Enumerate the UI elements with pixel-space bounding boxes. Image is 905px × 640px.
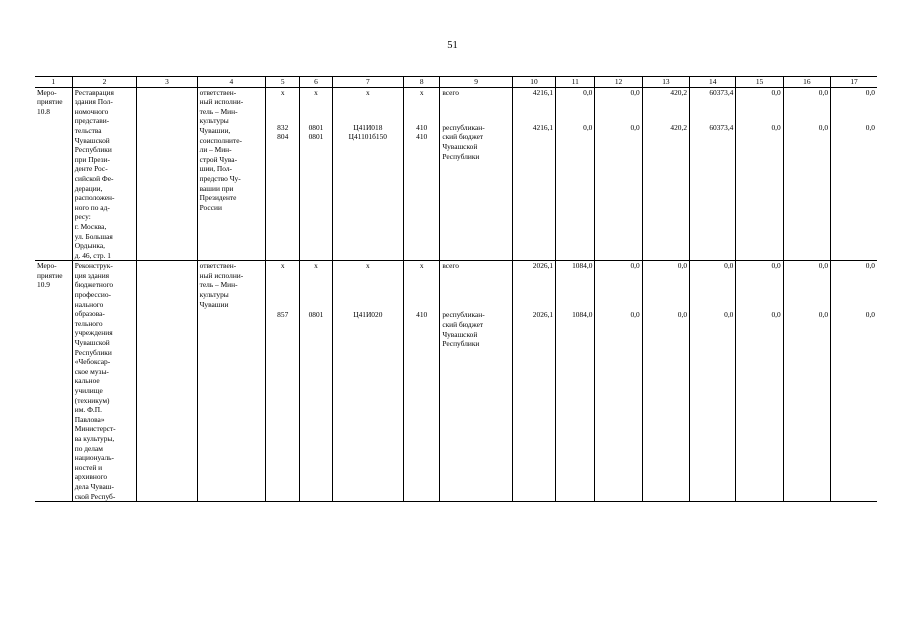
cell-line: Республики xyxy=(442,339,480,349)
cell-line: ли – Мин- xyxy=(199,145,232,155)
cell-line: национуаль- xyxy=(74,453,115,463)
cell-line: нального xyxy=(74,299,104,309)
page-number: 51 xyxy=(447,40,458,51)
column-number: 7 xyxy=(332,77,404,88)
amount-2024: 0,0 xyxy=(690,261,736,311)
amount-2026-2030: 0,0 xyxy=(783,87,830,123)
cell-line: Ц41И018 xyxy=(353,122,383,132)
expense-type-cell xyxy=(404,123,440,261)
grbs-cell: х xyxy=(266,87,300,123)
column-number: 10 xyxy=(512,77,555,88)
amount-2031-2035: 0,0 xyxy=(831,261,877,311)
amount-2023: 0,0 xyxy=(642,310,689,501)
cell-line: Республики xyxy=(74,347,112,357)
cell-line: Республики xyxy=(74,145,112,155)
amount-2031-2035: 0,0 xyxy=(831,123,877,261)
cell-line: 832 xyxy=(277,122,289,132)
column-number-row xyxy=(35,77,877,88)
amount-2024: 0,0 xyxy=(690,310,736,501)
amount-2020: 2026,1 xyxy=(512,261,555,311)
amount-2023: 420,2 xyxy=(642,87,689,123)
funding-source-cell xyxy=(440,123,513,261)
cell-line: архивного xyxy=(74,472,108,482)
amount-2022: 0,0 xyxy=(595,261,642,311)
target-article-cell xyxy=(332,123,404,261)
cell-line: Ц41И020 xyxy=(353,310,383,320)
cell-line: Чувашии, xyxy=(199,125,231,135)
cell-line: 0801 xyxy=(308,310,324,320)
cell-line: 410 xyxy=(416,132,428,142)
column-number: 11 xyxy=(556,77,595,88)
cell-line: дела Чуваш- xyxy=(74,481,114,491)
cell-line: тель – Мин- xyxy=(199,106,238,116)
cell-line: Чувашской xyxy=(74,135,110,145)
target-article-cell xyxy=(332,310,404,501)
section-cell: х xyxy=(300,87,332,123)
measure-name-cell xyxy=(72,261,136,502)
total-row xyxy=(35,261,877,311)
expense-type-cell xyxy=(404,310,440,501)
amount-2022: 0,0 xyxy=(595,87,642,123)
amount-2025: 0,0 xyxy=(736,310,783,501)
column-number: 14 xyxy=(690,77,736,88)
cell-line: ва культуры, xyxy=(74,433,115,443)
cell-line: 804 xyxy=(277,132,289,142)
cell-line: вашии при xyxy=(199,183,234,193)
measure-10-8-group xyxy=(35,87,877,261)
cell-line: номочного xyxy=(74,106,109,116)
cell-line: представи- xyxy=(74,116,110,126)
cell-line: Чувашской xyxy=(442,329,478,339)
section-cell xyxy=(300,310,332,501)
cell-line: Чувашии xyxy=(199,299,229,309)
target-article-cell: х xyxy=(332,261,404,311)
cell-line: г. Москва, xyxy=(74,221,107,231)
cell-line: бюджетного xyxy=(74,280,114,290)
cell-line: 10.9 xyxy=(37,280,50,290)
target-article-cell: х xyxy=(332,87,404,123)
cell-line: приятие xyxy=(37,270,63,280)
total-row xyxy=(35,87,877,123)
column-number: 12 xyxy=(595,77,642,88)
cell-line: 0801 xyxy=(308,132,324,142)
cell-line: Павлова» xyxy=(74,414,105,424)
cell-line: России xyxy=(199,202,222,212)
cell-line: по делам xyxy=(74,443,103,453)
cell-line: при Прези- xyxy=(74,154,110,164)
cell-line: ской Респуб- xyxy=(74,491,116,501)
cell-line: кальное xyxy=(74,376,100,386)
cell-line: образова- xyxy=(74,309,105,319)
cell-line: ответствен- xyxy=(199,261,237,271)
column-number: 16 xyxy=(783,77,830,88)
amount-2022: 0,0 xyxy=(595,123,642,261)
cell-line: Реконструк- xyxy=(74,261,113,271)
amount-2031-2035: 0,0 xyxy=(831,310,877,501)
amount-2026-2030: 0,0 xyxy=(783,310,830,501)
amount-2021: 0,0 xyxy=(556,87,595,123)
funding-source-cell: всего xyxy=(440,261,513,311)
expense-type-cell: х xyxy=(404,87,440,123)
section-cell xyxy=(300,123,332,261)
amount-2026-2030: 0,0 xyxy=(783,123,830,261)
column-number: 17 xyxy=(831,77,877,88)
grbs-cell xyxy=(266,123,300,261)
amount-2024: 60373,4 xyxy=(690,123,736,261)
amount-2026-2030: 0,0 xyxy=(783,261,830,311)
cell-line: здания Пол- xyxy=(74,97,113,107)
cell-line: Чувашской xyxy=(74,338,110,348)
cell-line: шии, Пол- xyxy=(199,164,233,174)
cell-line: приятие xyxy=(37,97,63,107)
amount-2021: 1084,0 xyxy=(556,310,595,501)
executor-cell xyxy=(197,87,265,261)
amount-2025: 0,0 xyxy=(736,261,783,311)
cell-line: ответствен- xyxy=(199,87,237,97)
cell-line: Чувашской xyxy=(442,142,478,152)
cell-line: «Чебоксар- xyxy=(74,357,111,367)
empty-cell xyxy=(137,261,197,502)
expense-type-cell: х xyxy=(404,261,440,311)
cell-line: ул. Большая xyxy=(74,231,113,241)
cell-line: Ц41101б150 xyxy=(348,132,387,142)
cell-line: Президенте xyxy=(199,193,237,203)
budget-table xyxy=(35,76,877,502)
cell-line: тельства xyxy=(74,125,102,135)
amount-2023: 420,2 xyxy=(642,123,689,261)
cell-line: Реставрация xyxy=(74,87,114,97)
cell-line: республикан- xyxy=(442,310,485,320)
amount-2021: 1084,0 xyxy=(556,261,595,311)
cell-line: Меро- xyxy=(37,261,57,271)
cell-line: ский бюджет xyxy=(442,132,484,142)
column-number: 8 xyxy=(404,77,440,88)
amount-2020: 2026,1 xyxy=(512,310,555,501)
cell-line: ресу: xyxy=(74,212,91,222)
cell-line: ский бюджет xyxy=(442,320,484,330)
cell-line: профессио- xyxy=(74,290,112,300)
column-number: 3 xyxy=(137,77,197,88)
funding-source-cell xyxy=(440,310,513,501)
empty-cell xyxy=(137,87,197,261)
amount-2024: 60373,4 xyxy=(690,87,736,123)
amount-2031-2035: 0,0 xyxy=(831,87,877,123)
cell-line: расположен- xyxy=(74,193,115,203)
cell-line: ностей и xyxy=(74,462,103,472)
amount-2025: 0,0 xyxy=(736,123,783,261)
measure-10-9-group xyxy=(35,261,877,502)
column-number: 2 xyxy=(72,77,136,88)
cell-line: ция здания xyxy=(74,270,110,280)
cell-line: культуры xyxy=(199,116,229,126)
cell-line: ское музы- xyxy=(74,366,109,376)
executor-cell xyxy=(197,261,265,502)
cell-line: (техникум) xyxy=(74,395,110,405)
amount-2020: 4216,1 xyxy=(512,87,555,123)
measure-number-cell xyxy=(35,261,72,502)
grbs-cell: х xyxy=(266,261,300,311)
amount-2022: 0,0 xyxy=(595,310,642,501)
column-number: 4 xyxy=(197,77,265,88)
cell-line: 410 xyxy=(416,122,428,132)
cell-line: тель – Мин- xyxy=(199,280,238,290)
column-number: 1 xyxy=(35,77,72,88)
cell-line: соисполните- xyxy=(199,135,242,145)
cell-line: Ордынка, xyxy=(74,241,105,251)
cell-line: предство Чу- xyxy=(199,173,241,183)
amount-2020: 4216,1 xyxy=(512,123,555,261)
grbs-cell xyxy=(266,310,300,501)
cell-line: Республики xyxy=(442,151,480,161)
cell-line: 410 xyxy=(416,310,428,320)
section-cell: х xyxy=(300,261,332,311)
cell-line: культуры xyxy=(199,290,229,300)
cell-line: республикан- xyxy=(442,122,485,132)
cell-line: денте Рос- xyxy=(74,164,108,174)
column-number: 13 xyxy=(642,77,689,88)
cell-line: дерации, xyxy=(74,183,103,193)
cell-line: строй Чува- xyxy=(199,154,238,164)
amount-2025: 0,0 xyxy=(736,87,783,123)
cell-line: ный исполни- xyxy=(199,97,244,107)
cell-line: 10.8 xyxy=(37,106,50,116)
cell-line: училище xyxy=(74,386,103,395)
cell-line: Меро- xyxy=(37,87,57,97)
cell-line: Министерст- xyxy=(74,424,116,434)
cell-line: сийской Фе- xyxy=(74,173,114,183)
amount-2023: 0,0 xyxy=(642,261,689,311)
cell-line: тельного xyxy=(74,318,103,328)
column-number: 9 xyxy=(440,77,513,88)
funding-source-cell: всего xyxy=(440,87,513,123)
cell-line: 0801 xyxy=(308,122,324,132)
measure-name-cell xyxy=(72,87,136,261)
column-number: 15 xyxy=(736,77,783,88)
cell-line: им. Ф.П. xyxy=(74,405,102,415)
column-number: 5 xyxy=(266,77,300,88)
cell-line: д. 46, стр. 1 xyxy=(74,250,111,260)
cell-line: ного по ад- xyxy=(74,202,110,212)
amount-2021: 0,0 xyxy=(556,123,595,261)
cell-line: 857 xyxy=(277,310,289,320)
measure-number-cell xyxy=(35,87,72,261)
cell-line: учреждения xyxy=(74,328,113,338)
cell-line: ный исполни- xyxy=(199,270,244,280)
column-number: 6 xyxy=(300,77,332,88)
